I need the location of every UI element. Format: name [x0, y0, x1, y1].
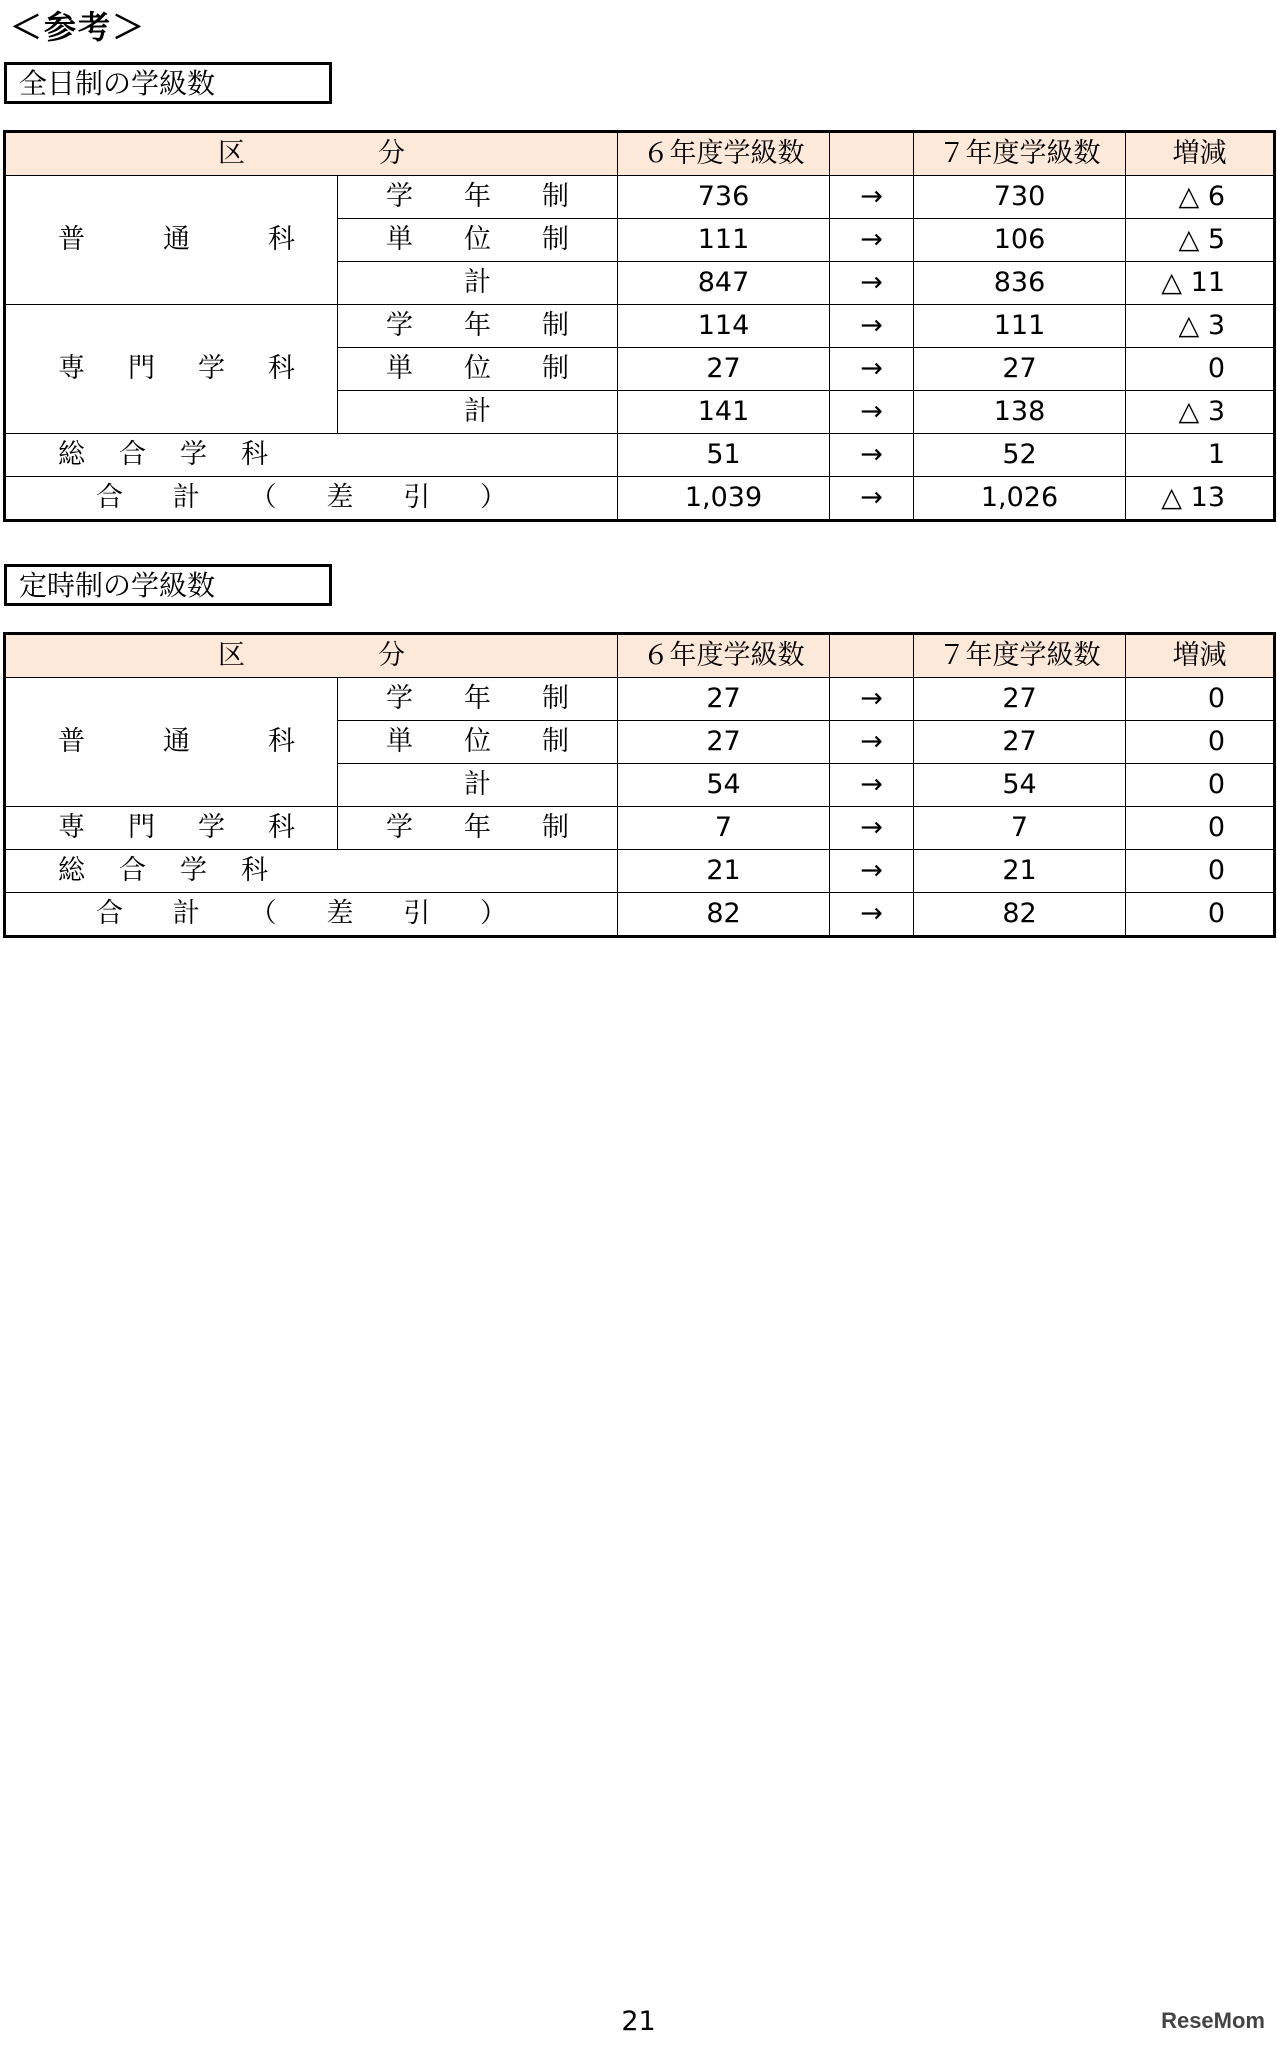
sub-cell: 学 年 制: [338, 176, 618, 219]
arrow: →: [830, 807, 914, 850]
arrow: →: [830, 477, 914, 521]
category-cell: 総 合 学 科: [5, 434, 618, 477]
fulltime-table: [3, 130, 1276, 522]
y7-value: 111: [914, 305, 1126, 348]
arrow: →: [830, 721, 914, 764]
page-heading: ＜参考＞: [10, 8, 147, 46]
y6-value: 141: [618, 391, 830, 434]
table-header-row: [5, 634, 1275, 678]
header-change: 増減: [1126, 132, 1275, 176]
y7-value: 27: [914, 348, 1126, 391]
y7-value: 21: [914, 850, 1126, 893]
total-row: [5, 477, 1275, 521]
sub-cell: 単 位 制: [338, 348, 618, 391]
y7-value: 138: [914, 391, 1126, 434]
sub-cell: 単 位 制: [338, 219, 618, 262]
sub-cell: 計: [338, 391, 618, 434]
table-row: [5, 434, 1275, 477]
y7-value: 82: [914, 893, 1126, 937]
header-year6: ６年度学級数: [618, 132, 830, 176]
header-change: 増減: [1126, 634, 1275, 678]
header-category: 区 分: [5, 634, 618, 678]
header-year6: ６年度学級数: [618, 634, 830, 678]
sub-cell: 計: [338, 764, 618, 807]
y7-value: 52: [914, 434, 1126, 477]
y7-value: 1,026: [914, 477, 1126, 521]
y6-value: 27: [618, 721, 830, 764]
y6-value: 82: [618, 893, 830, 937]
change-value: 0: [1126, 893, 1275, 937]
y6-value: 27: [618, 348, 830, 391]
category-cell: [5, 176, 338, 305]
change-value: △ 6: [1126, 176, 1275, 219]
change-value: 0: [1126, 807, 1275, 850]
change-value: △ 5: [1126, 219, 1275, 262]
y7-value: 27: [914, 721, 1126, 764]
arrow: →: [830, 348, 914, 391]
arrow: →: [830, 764, 914, 807]
arrow: →: [830, 893, 914, 937]
arrow: →: [830, 219, 914, 262]
page-number: 21: [621, 2006, 656, 2037]
category-cell: 専 門 学 科: [5, 807, 338, 850]
section-title-fulltime: 全日制の学級数: [4, 62, 332, 104]
arrow: →: [830, 678, 914, 721]
table-header-row: [5, 132, 1275, 176]
header-year7: ７年度学級数: [914, 634, 1126, 678]
category-cell: 普 通 科: [5, 678, 338, 807]
header-arrow: [830, 132, 914, 176]
header-arrow: [830, 634, 914, 678]
change-value: △ 11: [1126, 262, 1275, 305]
change-value: △ 13: [1126, 477, 1275, 521]
y6-value: 736: [618, 176, 830, 219]
header-year7: ７年度学級数: [914, 132, 1126, 176]
parttime-table: [3, 632, 1276, 938]
logo: ReseMom: [1161, 2008, 1265, 2033]
header-category: 区 分: [5, 132, 618, 176]
change-value: △ 3: [1126, 305, 1275, 348]
arrow: →: [830, 176, 914, 219]
arrow: →: [830, 434, 914, 477]
category-label: 普 通 科: [58, 224, 295, 255]
y6-value: 111: [618, 219, 830, 262]
y7-value: 730: [914, 176, 1126, 219]
change-value: 0: [1126, 764, 1275, 807]
table-row: [5, 807, 1275, 850]
arrow: →: [830, 391, 914, 434]
y6-value: 114: [618, 305, 830, 348]
sub-cell: 学 年 制: [338, 678, 618, 721]
change-value: 1: [1126, 434, 1275, 477]
sub-cell: 学 年 制: [338, 305, 618, 348]
arrow: →: [830, 850, 914, 893]
category-cell: 総 合 学 科: [5, 850, 618, 893]
y6-value: 847: [618, 262, 830, 305]
table-row: [5, 305, 1275, 348]
y7-value: 7: [914, 807, 1126, 850]
y6-value: 21: [618, 850, 830, 893]
category-cell: [5, 305, 338, 434]
y7-value: 836: [914, 262, 1126, 305]
change-value: △ 3: [1126, 391, 1275, 434]
y6-value: 54: [618, 764, 830, 807]
y6-value: 7: [618, 807, 830, 850]
section-title-parttime: 定時制の学級数: [4, 564, 332, 606]
total-label-cell: 合 計 （ 差 引 ）: [5, 477, 618, 521]
sub-cell: 単 位 制: [338, 721, 618, 764]
y6-value: 1,039: [618, 477, 830, 521]
arrow: →: [830, 262, 914, 305]
category-label: 専 門 学 科: [58, 353, 295, 384]
change-value: 0: [1126, 678, 1275, 721]
total-label-cell: 合 計 （ 差 引 ）: [5, 893, 618, 937]
table-row: [5, 850, 1275, 893]
sub-cell: 学 年 制: [338, 807, 618, 850]
y6-value: 51: [618, 434, 830, 477]
sub-cell: 計: [338, 262, 618, 305]
y7-value: 27: [914, 678, 1126, 721]
change-value: 0: [1126, 850, 1275, 893]
arrow: →: [830, 305, 914, 348]
change-value: 0: [1126, 721, 1275, 764]
y7-value: 106: [914, 219, 1126, 262]
table-row: [5, 678, 1275, 721]
total-row: [5, 893, 1275, 937]
table-row: [5, 176, 1275, 219]
change-value: 0: [1126, 348, 1275, 391]
y6-value: 27: [618, 678, 830, 721]
y7-value: 54: [914, 764, 1126, 807]
